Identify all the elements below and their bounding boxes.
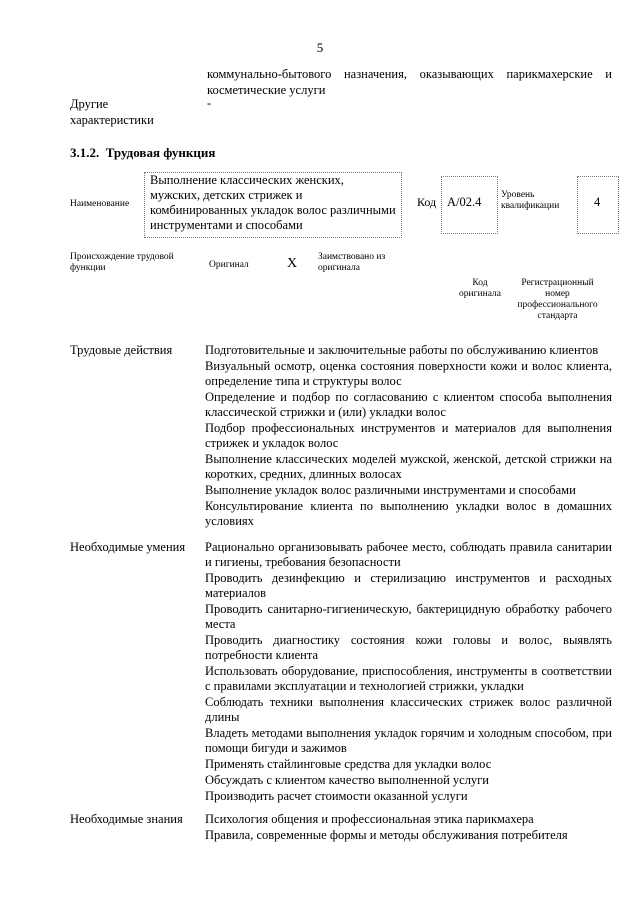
- reg-number-label: Регистрационный номер профессионального стандарта: [517, 278, 598, 321]
- labor-actions-label: Трудовые действия: [70, 343, 173, 357]
- list-item: Проводить диагностику состояния кожи головы и волос, выявлять потребности клиента: [205, 633, 612, 662]
- function-code-value: A/02.4: [447, 195, 482, 209]
- qualification-level-value: 4: [594, 195, 601, 209]
- list-item: Проводить санитарно-гигиеническую, бактерицидную обработку рабочего места: [205, 602, 612, 631]
- code-original-label: Код оригинала: [459, 278, 501, 299]
- function-name-label: Наименование: [70, 199, 130, 209]
- list-item: Выполнение укладок волос различными инструментами и способами: [205, 483, 576, 497]
- original-mark: X: [287, 256, 298, 271]
- intro-continuation: коммунально-бытового назначения, оказывающих парикмахерские и косметические услуги: [207, 67, 612, 97]
- borrowed-label: Заимствовано из оригинала: [318, 252, 386, 273]
- other-characteristics-value: -: [207, 96, 212, 110]
- origin-label: Происхождение трудовой функции: [70, 252, 174, 273]
- other-characteristics-label: Другие характеристики: [70, 97, 154, 127]
- list-item: Использовать оборудование, приспособления, инструменты в соответствии с правилами эксплуатации и технологией стрижки, укладки: [205, 664, 612, 693]
- list-item: Рационально организовывать рабочее место, соблюдать правила санитарии и гигиены, требования безопасности: [205, 540, 612, 569]
- required-knowledge-label: Необходимые знания: [70, 812, 183, 826]
- list-item: Проводить дезинфекцию и стерилизацию инструментов и расходных материалов: [205, 571, 612, 600]
- qualification-level-label: Уровень квалификации: [501, 190, 560, 211]
- list-item: Обсуждать с клиентом качество выполненной услуги: [205, 773, 489, 787]
- list-item: Подбор профессиональных инструментов и материалов для выполнения стрижек и укладок волос: [205, 421, 612, 450]
- list-item: Правила, современные формы и методы обслуживания потребителя: [205, 828, 568, 842]
- required-skills-label: Необходимые умения: [70, 540, 186, 554]
- section-title: Трудовая функция: [105, 145, 216, 160]
- list-item: Визуальный осмотр, оценка состояния поверхности кожи и волос клиента, определение типа и структуры волос: [205, 359, 612, 388]
- labor-actions-list: [205, 343, 612, 530]
- required-skills-list: [205, 540, 612, 805]
- section-number: 3.1.2.: [70, 145, 100, 160]
- list-item: Производить расчет стоимости оказанной услуги: [205, 789, 468, 803]
- function-code-label: Код: [417, 195, 437, 209]
- original-label: Оригинал: [209, 260, 249, 270]
- section-heading: [70, 145, 215, 161]
- required-knowledge-list: [205, 812, 612, 844]
- list-item: Психология общения и профессиональная этика парикмахера: [205, 812, 534, 826]
- list-item: Выполнение классических моделей мужской, женской, детской стрижки на коротких, средних, длинных волосах: [205, 452, 612, 481]
- list-item: Консультирование клиента по выполнению укладки волос в домашних условиях: [205, 499, 612, 528]
- list-item: Применять стайлинговые средства для укладки волос: [205, 757, 492, 771]
- list-item: Соблюдать техники выполнения классических стрижек волос различной длины: [205, 695, 612, 724]
- list-item: Подготовительные и заключительные работы по обслуживанию клиентов: [205, 343, 599, 357]
- list-item: Владеть методами выполнения укладок горячим и холодным способом, при помощи бигуди и зажимов: [205, 726, 612, 755]
- function-name-value: Выполнение классических женских, мужских, детских стрижек и комбинированных укладок волос различными инструментами и способами: [150, 173, 396, 232]
- list-item: Определение и подбор по согласованию с клиентом способа выполнения классической стрижки и (или) укладки волос: [205, 390, 612, 419]
- page-number: 5: [316, 40, 324, 55]
